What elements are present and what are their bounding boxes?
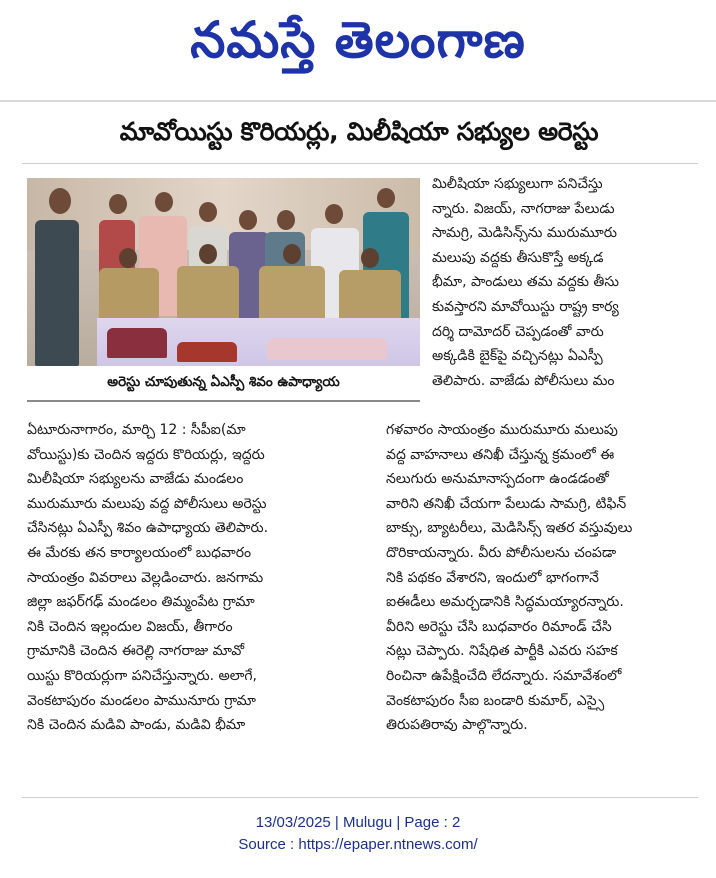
text-line: మలుపు వద్దకు తీసుకొస్తే అక్కడ xyxy=(432,249,604,266)
article-headline: మావోయిస్టు కొరియర్లు, మిలీషియా సభ్యుల అరెస్టు xyxy=(119,117,599,146)
text-line: గ్రామానికి చెందిన ఈరెల్లి నాగరాజు మావో xyxy=(27,643,245,660)
text-line: తెలిపారు. వాజేడు పోలీసులు మం xyxy=(432,372,615,389)
footer-source-link: Source : https://epaper.ntnews.com/ xyxy=(238,836,478,853)
photo-officer xyxy=(259,266,325,326)
text-line: వెంకటాపురం మండలం పామునూరు గ్రామా xyxy=(27,692,256,709)
text-line: యిస్టు కొరియర్లుగా పనిచేస్తున్నారు. అలాగే, xyxy=(27,667,258,684)
text-line: నికి పథకం వేశారని, ఇందులో భాగంగానే xyxy=(386,569,599,586)
text-line: రించినా ఉపేక్షించేది లేదన్నారు. సమావేశంలో xyxy=(386,667,622,684)
masthead-divider xyxy=(0,100,716,102)
text-line: న్నారు. విజయ్, నాగరాజు పేలుడు xyxy=(432,200,615,217)
text-line: ఐఈడీలు అమర్చడానికి సిద్ధమయ్యారన్నారు. xyxy=(386,594,624,611)
text-line: మిలీషియా సభ్యులను వాజేడు మండలం xyxy=(27,471,244,488)
text-line: చేసినట్లు ఏఎస్పీ శివం ఉపాధ్యాయ తెలిపారు. xyxy=(27,520,269,537)
text-line: అక్కడికి బైక్‌పై వచ్చినట్లు ఏఎస్పీ xyxy=(432,348,603,365)
photo-person-head xyxy=(199,202,217,222)
photo-seized-items xyxy=(107,328,167,358)
masthead-title: నమస్తే తెలంగాణ xyxy=(190,10,526,69)
newspaper-masthead xyxy=(0,0,716,92)
photo-officer-head xyxy=(199,244,217,264)
text-line: నికి చెందిన మడివి పాండు, మడివి భీమా xyxy=(27,717,246,734)
text-line: జిల్లా జఫర్‌గఢ్ మండలం తిమ్మంపేట గ్రామా xyxy=(27,594,255,611)
photo-person-head xyxy=(277,210,295,230)
photo-caption: అరెస్టు చూపుతున్న ఏఎస్పీ శివం ఉపాధ్యాయ xyxy=(27,366,420,402)
text-line: భీమా, పాండులు తమ వద్దకు తీసు xyxy=(432,274,620,291)
text-line: నికి చెందిన ఇల్లందుల విజయ్, తీగారం xyxy=(27,618,233,635)
page-footer xyxy=(0,812,716,856)
photo-person-head xyxy=(109,194,127,214)
photo-person-head xyxy=(155,192,173,212)
text-line: మురుమూరు మలుపు వద్ద పోలీసులు అరెస్టు xyxy=(27,495,267,512)
article-column-right-bottom xyxy=(386,418,704,738)
text-line: ఈ మేరకు తన కార్యాలయంలో బుధవారం xyxy=(27,544,252,561)
article-bottom-divider xyxy=(22,797,698,798)
text-line: నలుగురు అనుమానాస్పదంగా ఉండడంతో xyxy=(386,471,609,488)
photo-person-head xyxy=(239,210,257,230)
text-line: బాక్సు, బ్యాటరీలు, మెడిసిన్స్ ఇతర వస్తువులు xyxy=(386,520,633,537)
article-photo xyxy=(27,178,420,366)
photo-person xyxy=(35,220,79,366)
article-column-left xyxy=(27,418,377,738)
photo-seized-items xyxy=(177,342,237,362)
photo-seized-items xyxy=(267,338,387,360)
text-line: వోయిస్టు)కు చెందిన ఇద్దరు కొరియర్లు, ఇద్దరు xyxy=(27,446,265,463)
text-line: దొరికాయన్నారు. వీరు పోలీసులను చంపడా xyxy=(386,544,617,561)
text-line: వద్ద వాహనాలు తనిఖీ చేస్తున్న క్రమంలో ఈ xyxy=(386,446,615,463)
photo-person-head xyxy=(377,188,395,208)
photo-person-head xyxy=(49,188,71,214)
footer-date-edition: 13/03/2025 | Mulugu | Page : 2 xyxy=(255,814,461,831)
text-line: నట్లు చెప్పారు. నిషేధిత పార్టీకి ఎవరు సహక xyxy=(386,643,618,660)
text-line: ఏటూరునాగారం, మార్చి 12 : సీపీఐ(మా xyxy=(27,422,246,438)
text-line: వెంకటాపురం సీఐ బండారి కుమార్, ఎస్సై xyxy=(386,692,605,709)
text-line: మిలీషియా సభ్యులుగా పనిచేస్తు xyxy=(432,176,603,192)
text-line: తిరుపతిరావు పాల్గొన్నారు. xyxy=(386,717,528,734)
text-line: గళవారం సాయంత్రం మురుమూరు మలుపు xyxy=(386,422,618,438)
text-line: సాయంత్రం వివరాలు వెల్లడించారు. జనగామ xyxy=(27,569,264,586)
photo-officer xyxy=(177,266,239,326)
article-column-right-top xyxy=(432,172,702,393)
photo-officer-head xyxy=(361,248,379,268)
photo-officer-head xyxy=(119,248,137,268)
photo-person-head xyxy=(325,204,343,224)
headline-divider xyxy=(22,163,698,164)
photo-officer-head xyxy=(283,244,301,264)
text-line: సామగ్రి, మెడిసిన్స్‌ను మురుమూరు xyxy=(432,225,617,242)
text-line: వీరిని అరెస్టు చేసి బుధవారం రిమాండ్ చేసి xyxy=(386,618,612,635)
text-line: వారిని తనిఖీ చేయగా పేలుడు సామగ్రి, టిఫిన్ xyxy=(386,495,627,512)
text-line: కువస్తారని మావోయిస్టు రాష్ట్ర కార్య xyxy=(432,298,619,315)
text-line: దర్శి దామోదర్ చెప్పడంతో వారు xyxy=(432,323,604,340)
